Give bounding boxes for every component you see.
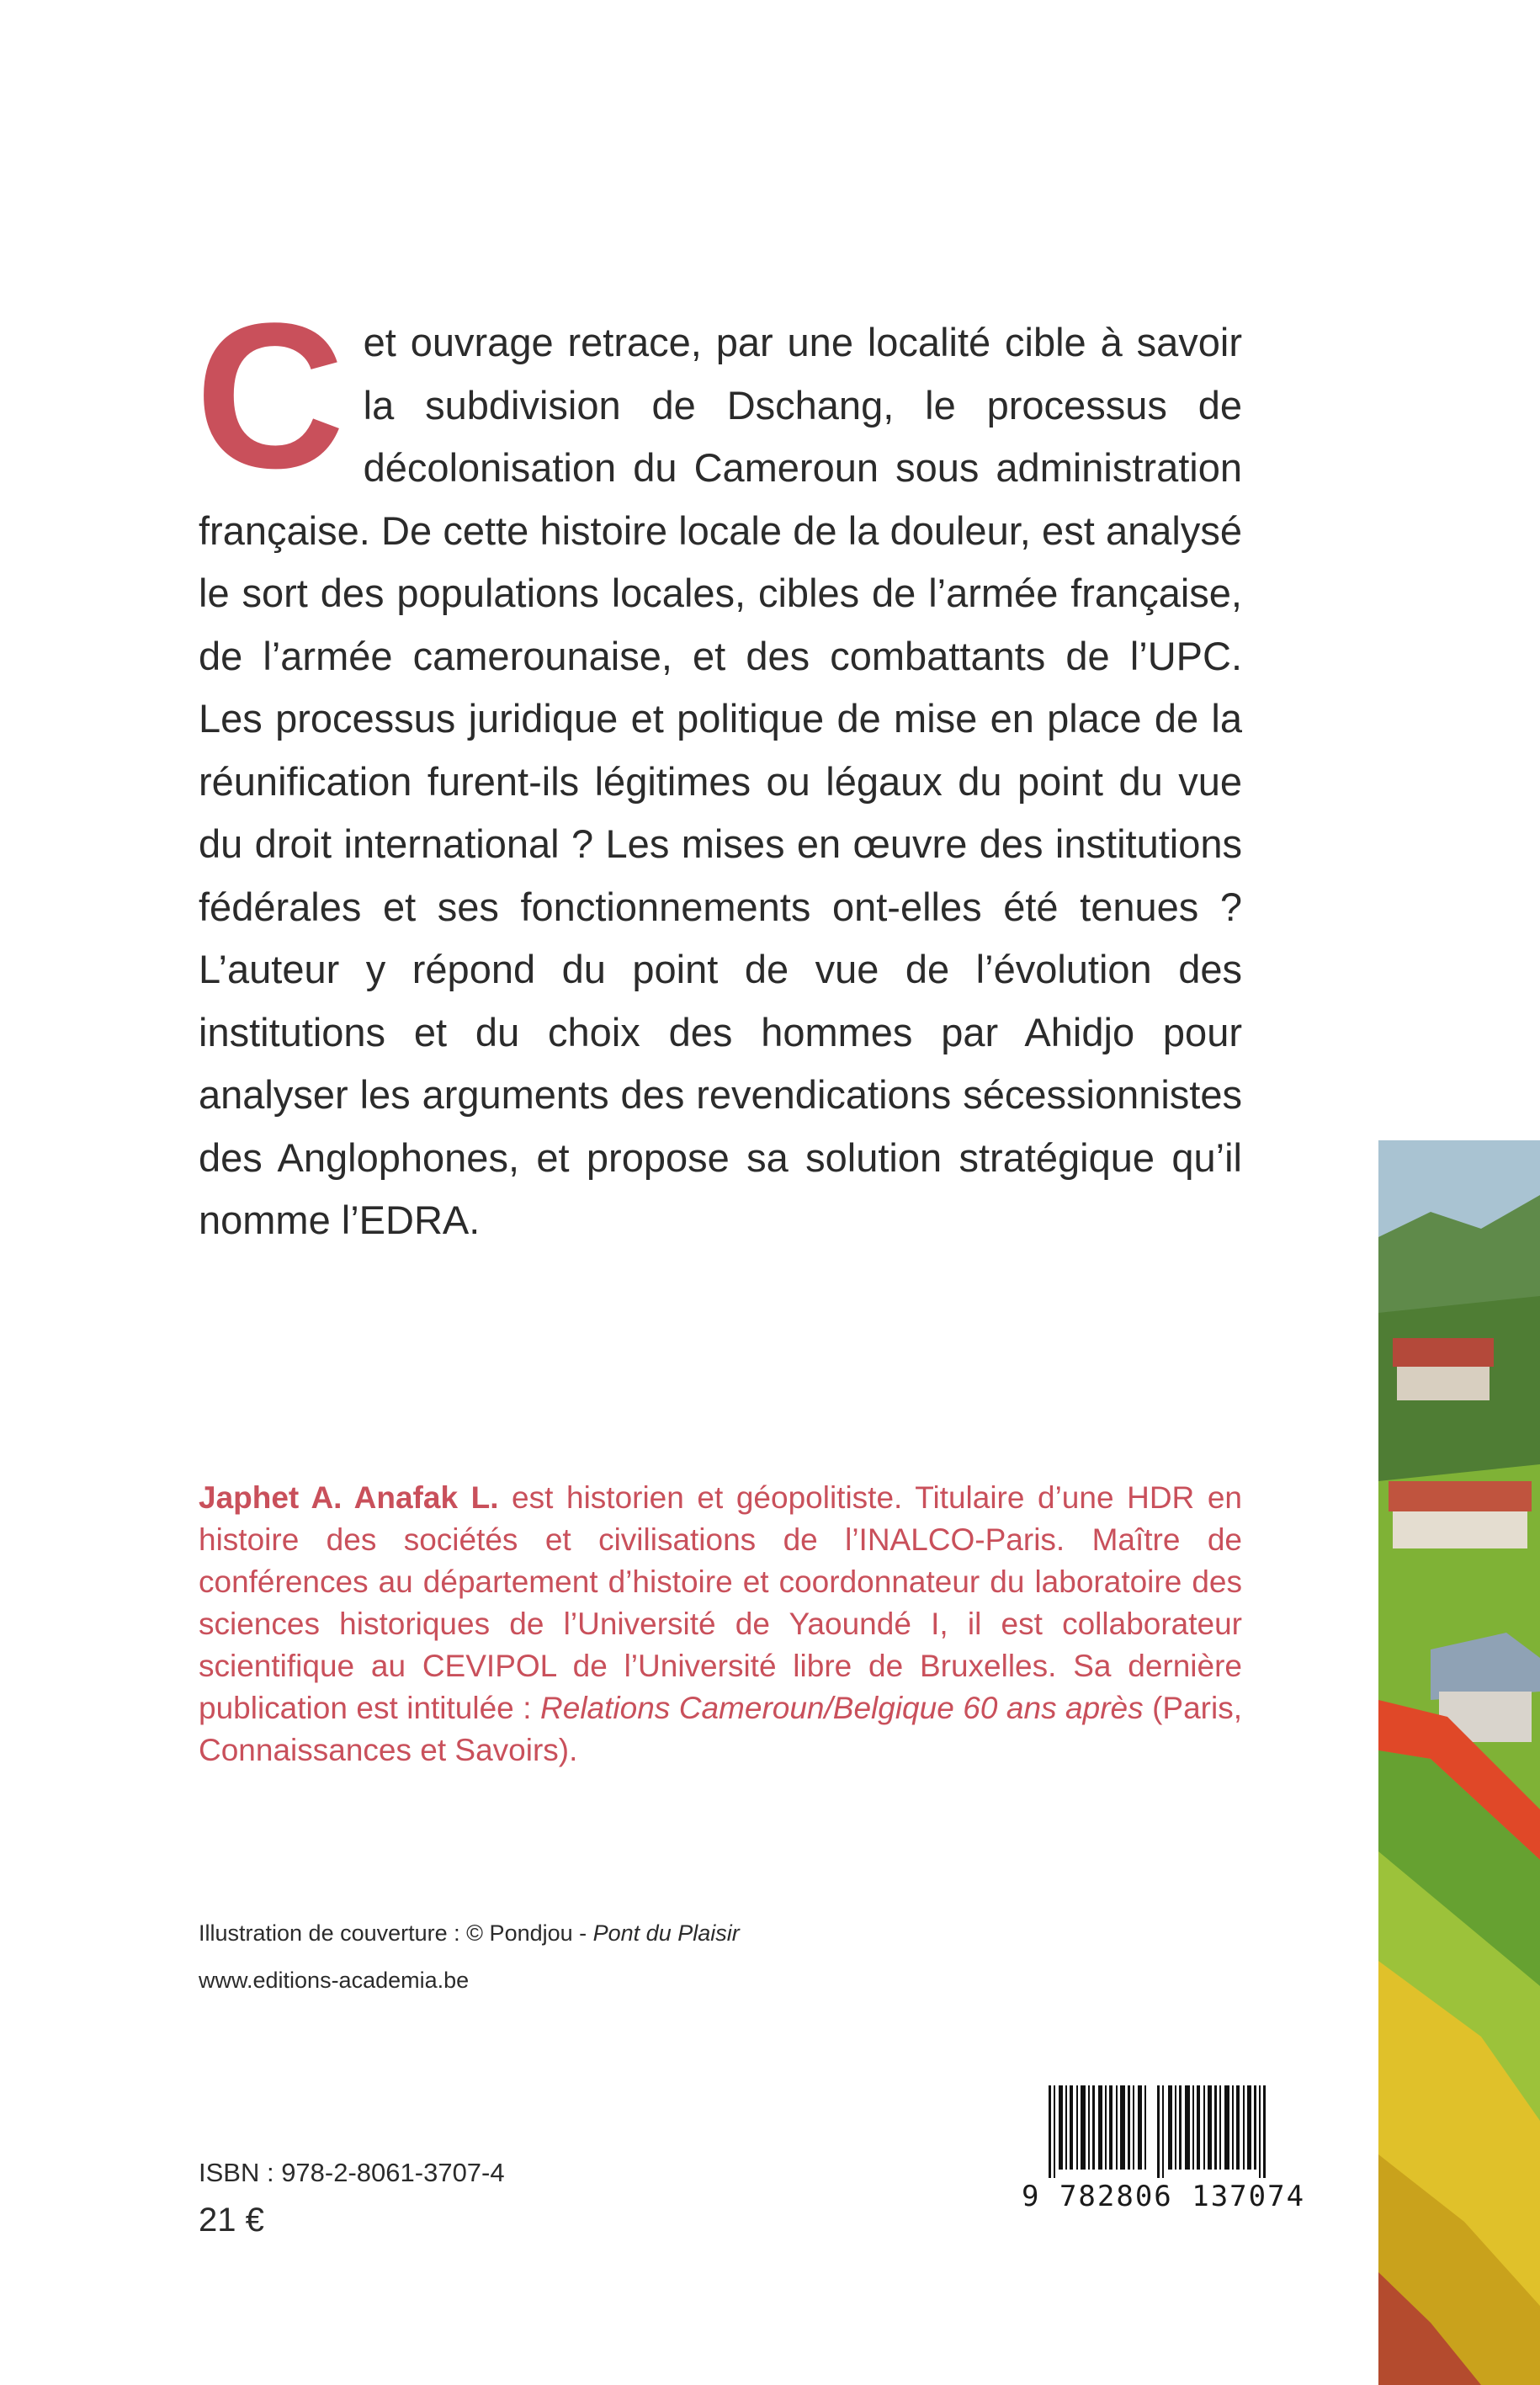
author-name: Japhet A. Anafak L. — [199, 1480, 499, 1515]
barcode-digits: 9 782806 137074 — [1022, 2180, 1306, 2213]
barcode-bars — [1049, 2085, 1266, 2178]
bio-text: est historien et géopolitiste. Titulaire d’une HDR en histoire des sociétés et civilisations de l’INALCO-Paris. Maître de conférences au département d’histoire et coordonnateur du laboratoire des sciences historiques de l’Université de Yaoundé I, il est collaborateur scientifique au CEVIPOL de l’Université libre de Bruxelles. Sa dernière publication est intitulée : — [199, 1480, 1242, 1725]
blurb-text: et ouvrage retrace, par une localité cible à savoir la subdivision de Dschang, le processus de décolonisation du Cameroun sous administration française. De cette histoire locale de la douleur, est analysé le sort des populations locales, cibles de l’armée française, de l’armée camerounaise, et des combattants de l’UPC. Les processus juridique et politique de mise en place de la réunification furent-ils légitimes ou légaux du point du vue du droit international ? Les mises en œuvre des institutions fédérales et ses fonctionnements ont-elles été tenues ? L’auteur y répond du point de vue de l’évolution des institutions et du choix des hommes par Ahidjo pour analyser les arguments des revendications sécessionnistes des Anglophones, et propose sa solution stratégique qu’il nomme l’EDRA. — [199, 320, 1242, 1242]
author-biography — [199, 1477, 1242, 1771]
credit-work-title: Pont du Plaisir — [592, 1920, 740, 1946]
publisher-website: www.editions-academia.be — [199, 1968, 470, 1993]
back-cover-blurb — [195, 280, 1242, 1252]
illustration-credit — [199, 1920, 740, 1947]
credit-label: Illustration de couverture : © Pondjou - — [199, 1920, 593, 1946]
isbn-number: ISBN : 978-2-8061-3707-4 — [199, 2158, 505, 2187]
publication-info: (Paris, Connaissances et Savoirs). — [199, 1691, 1242, 1767]
painting-strip — [1378, 1140, 1540, 2385]
drop-cap: C — [195, 280, 345, 512]
publication-title: Relations Cameroun/Belgique 60 ans après — [540, 1691, 1144, 1725]
price: 21 € — [199, 2202, 264, 2239]
